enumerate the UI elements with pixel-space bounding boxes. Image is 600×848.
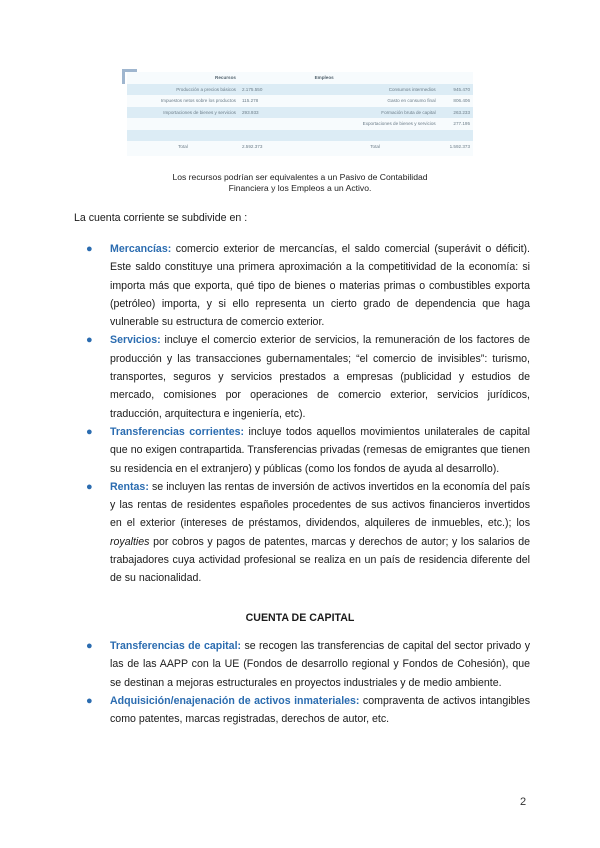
bullet-icon: ● xyxy=(86,694,93,707)
table-cell xyxy=(239,118,285,130)
list-item xyxy=(84,423,530,478)
table-cell: 2.175.550 xyxy=(239,84,285,96)
table-cell: 263.233 xyxy=(439,107,473,119)
list-item xyxy=(84,240,530,331)
item-text-emphasis: royalties xyxy=(110,535,150,548)
item-text: incluye todos aquellos movimientos unilaterales de capital que no exigen contrapartida. Transferencias privadas (remesas de emigrantes que tienen su residencia en el extranjero) y públicas (como los fondos de ayuda al desarrollo). xyxy=(110,425,530,475)
list-item xyxy=(84,692,530,729)
table-header-cell: Empleos xyxy=(314,75,334,80)
page-number: 2 xyxy=(520,796,527,808)
table-cell: Importaciones de bienes y servicios xyxy=(127,107,239,119)
table-cell: Consumos intermedios xyxy=(312,84,439,96)
item-term: Mercancías: xyxy=(110,243,172,255)
list-item xyxy=(84,478,530,588)
item-text: se incluyen las rentas de inversión de activos invertidos en la economía del país y las rentas de residentes españoles procedentes de sus activos financieros invertidos en el exterior (intereses de préstamos, dividendos, alquileres de inmuebles, etc.); los xyxy=(110,480,530,530)
section-title: CUENTA DE CAPITAL xyxy=(245,612,355,624)
table-cell: Producción a precios básicos xyxy=(127,84,239,96)
table-cell: Gasto en consumo final xyxy=(387,98,436,103)
table-cell: Total xyxy=(370,144,380,149)
item-text: por cobros y pagos de patentes, marcas y derechos de autor; y los salarios de trabajadores cuya actividad profesional se realiza en un país de residencia diferente del de su nacionalidad. xyxy=(110,535,530,585)
table-cell: 293.933 xyxy=(239,107,285,119)
resources-uses-table xyxy=(127,72,473,153)
table-header-cell: Recursos xyxy=(215,75,236,80)
table-row xyxy=(127,95,473,107)
bullet-icon: ● xyxy=(86,640,93,652)
table-total-row xyxy=(127,141,473,153)
item-text: se recogen las transferencias de capital del sector privado y las de las AAPP con la UE (Fondos de desarrollo regional y Fondos de Cohesión), que se destinan a mejoras estructurales en proyectos industriales y de medio ambiente. xyxy=(110,640,531,689)
table-cell xyxy=(239,130,285,142)
table-cell xyxy=(439,130,473,142)
table-cell: Formación bruta de capital xyxy=(312,107,439,119)
list-item xyxy=(84,637,530,692)
caption-line: Los recursos podrían ser equivalentes a un Pasivo de Contabilidad xyxy=(172,172,428,182)
capital-account-list xyxy=(84,637,530,728)
table-cell: 277.195 xyxy=(453,121,470,126)
table-cell: 806.406 xyxy=(453,98,470,103)
intro-paragraph: La cuenta corriente se subdivide en : xyxy=(74,212,248,224)
item-term: Transferencias de capital: xyxy=(110,640,242,652)
item-term: Servicios: xyxy=(110,334,161,347)
table-cell: 115.278 xyxy=(241,98,259,103)
figure-caption xyxy=(130,172,470,194)
table-row xyxy=(127,130,473,142)
table-row xyxy=(127,107,473,119)
table-cell xyxy=(127,118,239,130)
resources-uses-table-figure xyxy=(127,72,473,156)
item-term: Transferencias corrientes: xyxy=(110,425,245,438)
table-header-row xyxy=(127,72,473,84)
table-cell: 945.470 xyxy=(439,84,473,96)
list-item xyxy=(84,331,530,422)
bullet-icon: ● xyxy=(86,425,93,438)
caption-line: Financiera y los Empleos a un Activo. xyxy=(228,183,372,193)
item-text: incluye el comercio exterior de servicios, la remuneración de los factores de producción y las transacciones gubernamentales; “el comercio de invisibles”: turismo, transportes, seguros y servicios prestados a empresas (publicidad y estudios de mercado, comisiones por operaciones de comercio exterior, servicios jurídicos, traducción, arquitectura e ingeniería, etc). xyxy=(110,334,530,420)
table-cell: 1.592.373 xyxy=(449,144,470,149)
table-cell: Exportaciones de bienes y servicios xyxy=(362,121,436,126)
item-term: Adquisición/enajenación de activos inmateriales: xyxy=(110,694,360,707)
bullet-icon: ● xyxy=(86,243,93,255)
item-text: comercio exterior de mercancías, el saldo comercial (superávit o déficit). Este saldo constituye una primera aproximación a la competitividad de la economía: si importa más que exporta, qué tipo de bienes o materias primas o combustibles exporta (petróleo) importa, y si ello representa un cierto grado de dependencia que haga vulnerable su estructura de comercio exterior. xyxy=(110,243,530,329)
table-cell: Total xyxy=(178,144,188,149)
table-cell xyxy=(127,130,239,142)
table-cell: Impuestos netos sobre los productos xyxy=(160,98,236,103)
table-cell: 2.592.373 xyxy=(241,144,263,149)
table-row xyxy=(127,118,473,130)
item-text: compraventa de activos intangibles como patentes, marcas registradas, derechos de autor, etc. xyxy=(110,694,530,726)
item-term: Rentas: xyxy=(110,480,149,493)
table-row xyxy=(127,84,473,96)
figure-corner-mark xyxy=(122,69,137,84)
bullet-icon: ● xyxy=(86,480,93,493)
table-cell xyxy=(312,130,439,142)
bullet-icon: ● xyxy=(86,334,93,347)
current-account-list xyxy=(84,240,530,588)
